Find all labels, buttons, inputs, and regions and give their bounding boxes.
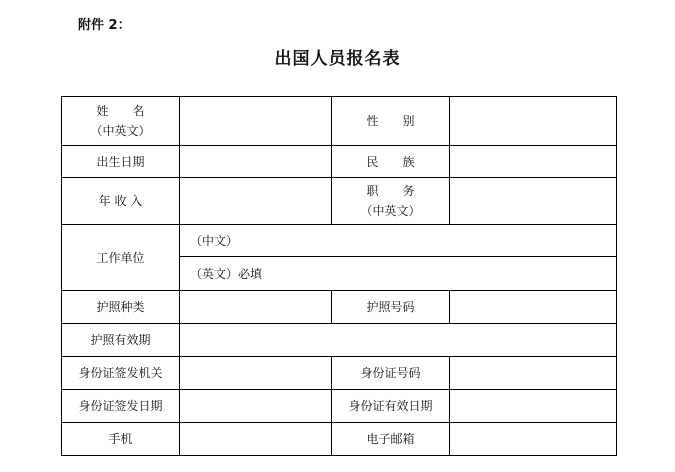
position-field[interactable] [450,178,617,225]
mobile-field[interactable] [180,423,332,456]
gender-label: 性 别 [332,97,450,146]
passport-validity-field[interactable] [180,324,617,357]
id-issuer-field[interactable] [180,357,332,390]
id-number-label: 身份证号码 [332,357,450,390]
page-title: 出国人员报名表 [274,49,401,69]
ethnicity-field[interactable] [450,146,617,178]
passport-validity-label: 护照有效期 [62,324,180,357]
mobile-label: 手机 [62,423,180,456]
email-field[interactable] [450,423,617,456]
id-issuer-label: 身份证签发机关 [62,357,180,390]
name-label: 姓 名 （中英文） [62,97,180,146]
name-field[interactable] [180,97,332,146]
registration-form [61,96,617,456]
id-issue-date-label: 身份证签发日期 [62,390,180,423]
gender-field[interactable] [450,97,617,146]
passport-number-label: 护照号码 [332,291,450,324]
id-validity-field[interactable] [450,390,617,423]
id-number-field[interactable] [450,357,617,390]
id-issue-date-field[interactable] [180,390,332,423]
ethnicity-label: 民 族 [332,146,450,178]
income-field[interactable] [180,178,332,225]
position-label: 职 务 （中英文） [332,178,450,225]
passport-type-label: 护照种类 [62,291,180,324]
income-label: 年 收 入 [62,178,180,225]
birth-date-field[interactable] [180,146,332,178]
work-unit-label: 工作单位 [62,225,180,291]
birth-date-label: 出生日期 [62,146,180,178]
email-label: 电子邮箱 [332,423,450,456]
id-validity-label: 身份证有效日期 [332,390,450,423]
passport-type-field[interactable] [180,291,332,324]
work-unit-cn-field[interactable]: （中文） [180,225,617,257]
attachment-label: 附件 2： [78,18,131,33]
passport-number-field[interactable] [450,291,617,324]
work-unit-en-field[interactable]: （英文）必填 [180,257,617,291]
